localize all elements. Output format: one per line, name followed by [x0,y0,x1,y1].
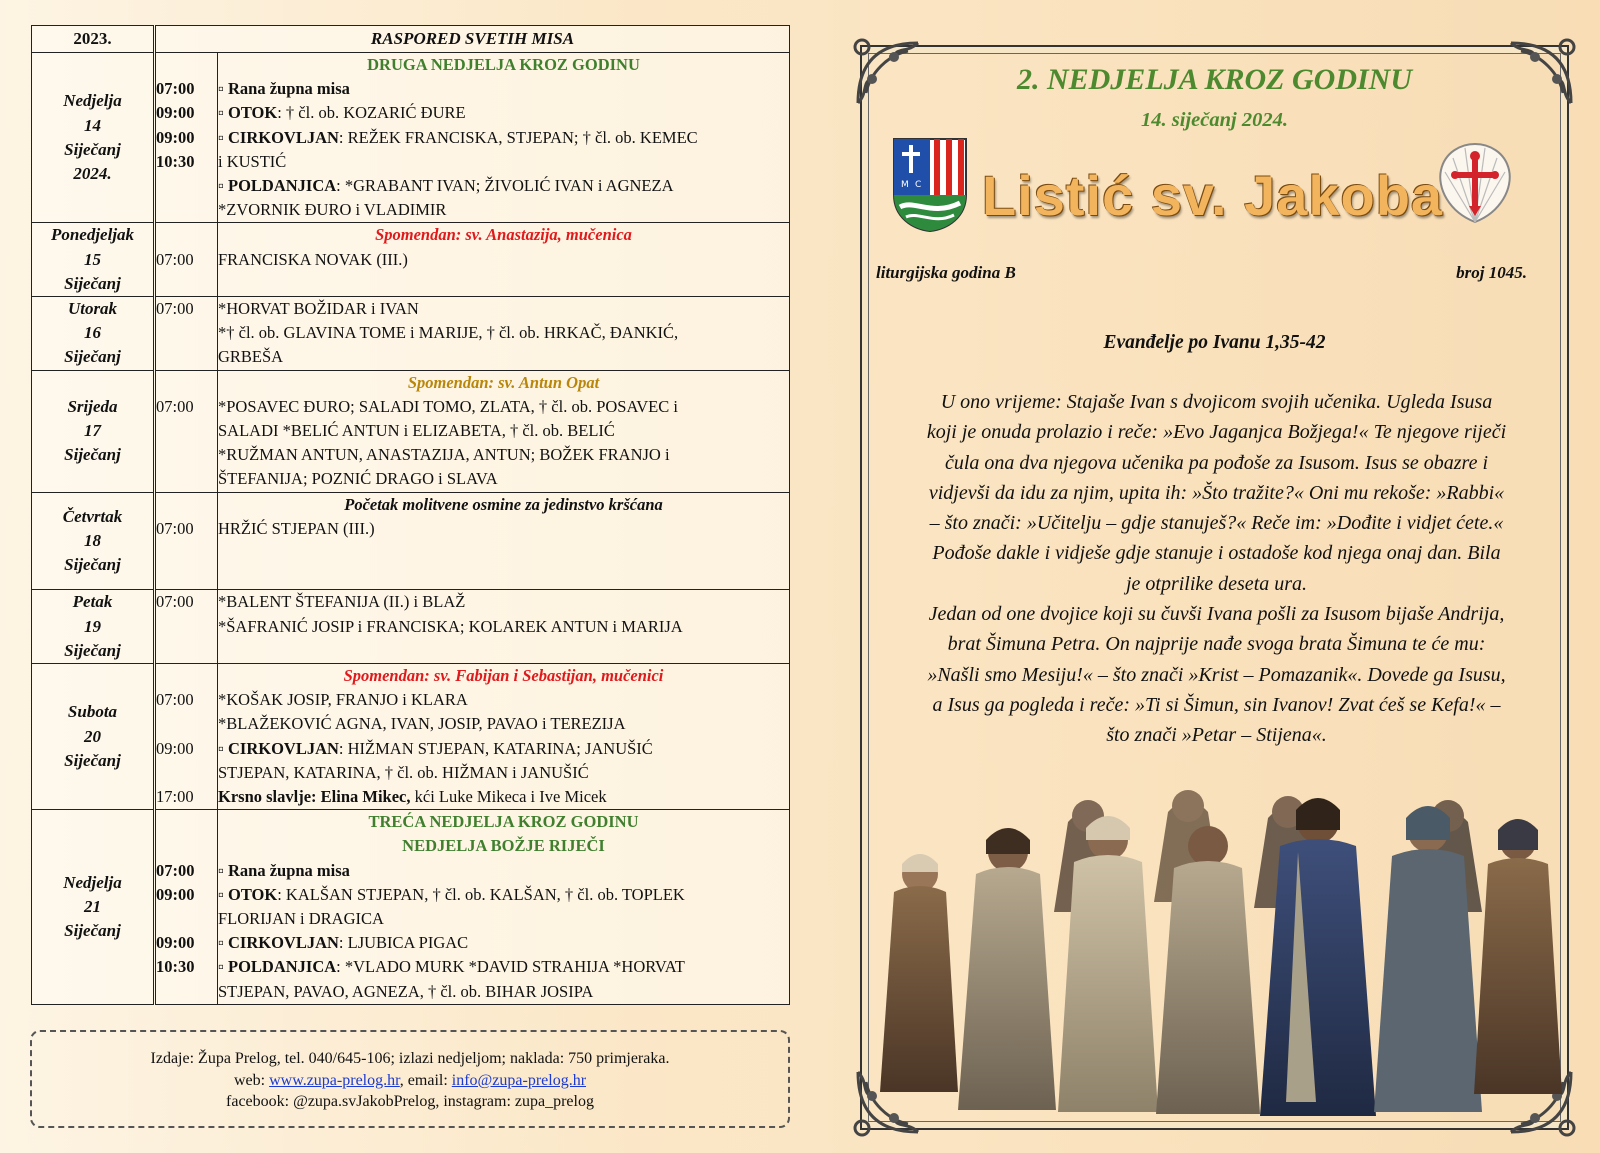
mass-time: 09:00 [156,103,195,123]
day-label-line: 20 [84,726,101,746]
schedule-year: 2023. [32,26,155,53]
intention-text: *ŠAFRANIĆ JOSIP i FRANCISKA; KOLAREK ANTUN i MARIJA [218,616,683,636]
intention-text: OTOK [227,884,278,904]
mass-intentions [218,297,790,371]
intention-line [218,810,789,834]
mass-time: 07:00 [156,299,194,319]
day-label [32,664,155,810]
day-label [32,370,155,492]
intention-text: NEDJELJA BOŽJE RIJEČI [402,836,605,856]
intention-text: CIRKOVLJAN [227,127,339,147]
intention-text: Krsno slavlje: Elina Mikec, [218,787,411,807]
intention-text: : REŽEK FRANCISKA, STJEPAN; † čl. ob. KEMEC [338,127,698,147]
mass-time [156,443,217,467]
day-label-line: 2024. [73,163,112,183]
gospel-line: – što znači: »Učitelju – gdje stanuješ?« Reče im: »Dođite i vidjet ćete.« [929,512,1504,535]
intention-text: STJEPAN, KATARINA, † čl. ob. HIŽMAN i JANUŠIĆ [218,762,589,782]
intention-text: *RUŽMAN ANTUN, ANASTAZIJA, ANTUN; BOŽEK FRANJO i [218,445,670,465]
mass-intentions [218,810,790,1005]
intention-line [218,101,789,125]
intention-text: *† čl. ob. GLAVINA TOME i MARIJE, † čl. ob. HRKAČ, ĐANKIĆ, [218,323,679,343]
intention-line [218,77,789,101]
schedule-title: RASPORED SVETIH MISA [155,26,790,53]
day-label-line: Utorak [67,299,118,319]
intention-line [218,126,789,150]
disciples-illustration [868,782,1565,1122]
intention-text: *KOŠAK JOSIP, FRANJO i KLARA [218,690,468,710]
day-label-line: Nedjelja [63,872,122,892]
schedule-day-row [32,810,790,1005]
mass-time [156,810,217,834]
intention-text: ▫ [218,884,228,904]
email-link[interactable]: info@zupa-prelog.hr [451,1071,587,1089]
mass-intentions [218,664,790,810]
intention-line [218,517,789,541]
intention-text: CIRKOVLJAN [227,933,339,953]
mass-time [156,541,217,565]
intention-line [218,272,789,296]
intention-line [218,419,789,443]
intention-text: Spomendan: sv. Antun Opat [407,372,600,392]
mass-time [156,639,217,663]
intention-text: : LJUBICA PIGAC [338,933,469,953]
gospel-line: što znači »Petar – Stijena«. [1106,724,1327,747]
intention-text: ŠTEFANIJA; POZNIĆ DRAGO i SLAVA [218,469,498,489]
intention-text: *BALENT ŠTEFANIJA (II.) i BLAŽ [218,592,466,612]
intention-text: ▫ [218,738,228,758]
gospel-line: vidjevši da idu za njim, upita ih: »Što tražite?« Oni mu rekoše: »Rabbi« [928,481,1505,504]
scallop-shell-icon [1435,142,1515,226]
day-label-line: Subota [67,702,118,722]
day-label-line: Ponedjeljak [50,225,135,245]
mass-times [155,492,218,590]
schedule-day-row [32,297,790,371]
mass-time: 09:00 [156,127,195,147]
mass-times [155,810,218,1005]
website-link[interactable]: www.zupa-prelog.hr [269,1071,400,1089]
mass-time: 07:00 [156,860,195,880]
mass-time [156,371,217,395]
mass-time [156,198,217,222]
mass-time [156,272,217,296]
mass-intentions [218,53,790,223]
intention-text: kći Luke Mikeca i Ive Micek [410,787,607,807]
intention-text: CIRKOVLJAN [227,738,339,758]
intention-line [218,785,789,809]
day-label-line: Siječanj [64,750,121,770]
mass-time [156,223,217,247]
gospel-line: brat Šimuna Petra. On najprije nađe svoga brata Šimuna te će mu: [947,633,1486,656]
mass-time [156,53,217,77]
mass-time [156,565,217,589]
intention-text: i KUSTIĆ [218,151,287,171]
intention-text: OTOK [227,103,278,123]
intention-text: POLDANJICA [227,957,337,977]
intention-line [218,955,789,979]
intention-line [218,615,789,639]
day-label-line: Siječanj [64,445,121,465]
intention-line [218,712,789,736]
intention-line [218,883,789,907]
schedule-header-row [32,26,790,53]
intention-text: : KALŠAN STJEPAN, † čl. ob. KALŠAN, † čl. ob. TOPLEK [277,884,685,904]
mass-time: 07:00 [156,592,194,612]
intention-text: Početak molitvene osmine za jedinstvo kršćana [344,494,663,514]
intention-line [218,248,789,272]
mass-time [156,615,217,639]
day-label-line: 16 [84,323,101,343]
intention-line [218,688,789,712]
intention-text: *BLAŽEKOVIĆ AGNA, IVAN, JOSIP, PAVAO i TEREZIJA [218,714,626,734]
web-label: web: [233,1071,270,1089]
issue-date: 14. siječanj 2024. [1141,109,1288,131]
mass-time [156,980,217,1004]
intention-text: ▫ [218,957,228,977]
mass-time [156,345,217,369]
schedule-day-row [32,223,790,297]
intention-text: : † čl. ob. KOZARIĆ ĐURE [277,103,466,123]
gospel-line: Pođoše dakle i vidješe gdje stanuje i ostadoše kod njega onaj dan. Bila [932,542,1501,565]
mass-time: 09:00 [156,884,195,904]
arms-letter-m: M [901,180,909,190]
arms-letter-c: C [915,180,922,190]
day-label-line: Petak [72,592,113,612]
intention-text: FRANCISKA NOVAK (III.) [218,249,408,269]
gospel-line: U ono vrijeme: Stajaše Ivan s dvojicom svojih učenika. Ugleda Isusa [940,391,1493,413]
intention-text: FLORIJAN i DRAGICA [218,909,384,929]
mass-time [156,174,217,198]
intention-line [218,371,789,395]
day-label [32,590,155,664]
mass-schedule-table [31,25,790,1005]
mass-times [155,223,218,297]
intention-line [218,174,789,198]
intention-text: ▫ [218,176,228,196]
intention-line [218,639,789,663]
coat-of-arms-icon [892,137,968,233]
mass-time: 09:00 [156,738,194,758]
mass-times [155,370,218,492]
intention-text: Rana župna misa [227,860,350,880]
imprint-social: facebook: @zupa.svJakobPrelog, instagram: zupa_prelog [226,1093,594,1110]
mass-time [156,467,217,491]
day-label-line: Siječanj [64,139,121,159]
intention-text: ▫ [218,933,228,953]
mass-time [156,907,217,931]
intention-text: ▫ [218,79,228,99]
intention-line [218,590,789,614]
day-label [32,297,155,371]
intention-text: TREĆA NEDJELJA KROZ GODINU [368,812,639,832]
front-page [860,45,1569,1130]
gospel-line: koji je onuda prolazio i reče: »Evo Jaganjca Božjega!« Te njegove riječi [926,421,1507,444]
gospel-line: Jedan od one dvojice koji su čuvši Ivana pošli za Isusom bijaše Andrija, [928,603,1505,626]
liturgical-year: liturgijska godina B [876,263,1016,282]
gospel-line: je otprilike deseta ura. [1125,572,1308,595]
intention-line [218,834,789,858]
day-label-line: Nedjelja [63,91,122,111]
intention-line [218,467,789,491]
day-label-line: 21 [84,896,101,916]
mass-intentions [218,223,790,297]
gospel-line: a Isus ga pogleda i reče: »Ti si Šimun, sin Ivanov! Zvat ćeš se Kefa!« – [932,693,1501,716]
sunday-heading: 2. NEDJELJA KROZ GODINU [1016,63,1413,96]
mass-time: 10:30 [156,957,195,977]
mass-intentions [218,370,790,492]
intention-line [218,345,789,369]
day-label-line: 18 [84,530,101,550]
day-label-line: 17 [84,421,101,441]
issue-number: broj 1045. [1456,263,1527,282]
mass-time: 07:00 [156,249,194,269]
intention-text: ▫ [218,103,228,123]
mass-time [156,834,217,858]
mass-times [155,664,218,810]
mass-intentions [218,590,790,664]
intention-text: DRUGA NEDJELJA KROZ GODINU [367,55,640,74]
mass-time: 07:00 [156,518,194,538]
mass-time [156,321,217,345]
mass-time: 09:00 [156,933,195,953]
intention-text: SALADI *BELIĆ ANTUN i ELIZABETA, † čl. ob. BELIĆ [218,421,615,441]
intention-line [218,761,789,785]
intention-text: *ZVORNIK ĐURO i VLADIMIR [218,200,447,220]
intention-line [218,198,789,222]
mass-time [156,664,217,688]
intention-text: : HIŽMAN STJEPAN, KATARINA; JANUŠIĆ [338,738,653,758]
mass-time: 17:00 [156,786,194,806]
mass-time [156,712,217,736]
mass-time: 07:00 [156,690,194,710]
day-label [32,223,155,297]
mass-time [156,761,217,785]
intention-line [218,931,789,955]
day-label [32,810,155,1005]
intention-line [218,297,789,321]
mass-time: 10:30 [156,151,195,171]
day-label-line: Siječanj [64,555,121,575]
gospel-text [874,387,1559,751]
imprint-publisher: Izdaje: Župa Prelog, tel. 040/645-106; izlazi nedjeljom; naklada: 750 primjeraka. [150,1050,670,1067]
mass-time: 07:00 [156,79,195,99]
day-label-line: Četvrtak [62,506,123,526]
day-label-line: 14 [84,115,101,135]
email-label: , email: [399,1071,452,1089]
intention-text: : *GRABANT IVAN; ŽIVOLIĆ IVAN i AGNEZA [336,176,674,196]
gospel-line: čula ona dva njegova učenika pa pođoše za Isusom. Isus se obazre i [944,451,1489,474]
gospel-reference: Evanđelje po Ivanu 1,35-42 [1103,332,1326,353]
intention-text: Spomendan: sv. Anastazija, mučenica [375,225,632,245]
intention-text: STJEPAN, PAVAO, AGNEZA, † čl. ob. BIHAR JOSIPA [218,981,594,1001]
intention-line [218,321,789,345]
imprint-contacts [32,1070,788,1092]
mass-time [156,419,217,443]
intention-line [218,493,789,517]
day-label-line: Siječanj [64,921,121,941]
day-label-line: 15 [84,249,101,269]
intention-line [218,565,789,589]
intention-text: Rana župna misa [227,79,350,99]
intention-text: ▫ [218,860,228,880]
intention-line [218,737,789,761]
imprint-box [30,1030,790,1128]
mass-times [155,590,218,664]
intention-text: Spomendan: sv. Fabijan i Sebastijan, mučenici [343,666,664,686]
day-label-line: 19 [84,616,101,636]
intention-text: HRŽIĆ STJEPAN (III.) [218,518,375,538]
day-label [32,492,155,590]
schedule-day-row [32,492,790,590]
intention-text: : *VLADO MURK *DAVID STRAHIJA *HORVAT [336,957,685,977]
schedule-day-row [32,370,790,492]
day-label-line: Siječanj [64,273,121,293]
intention-text: *POSAVEC ĐURO; SALADI TOMO, ZLATA, † čl. ob. POSAVEC i [218,396,678,416]
day-label-line: Siječanj [64,640,121,660]
intention-text: GRBEŠA [218,347,284,367]
intention-line [218,907,789,931]
schedule-day-row [32,590,790,664]
intention-line [218,443,789,467]
intention-line [218,541,789,565]
mass-time [156,493,217,517]
schedule-day-row [32,664,790,810]
mass-times [155,297,218,371]
day-label [32,53,155,223]
intention-line [218,223,789,247]
masthead-title: Listić sv. Jakoba [982,164,1444,227]
intention-line [218,395,789,419]
gospel-line: »Našli smo Mesiju!« – što znači »Krist – Pomazanik«. Dovede ga Isusu, [927,663,1506,686]
day-label-line: Siječanj [64,347,121,367]
intention-text: POLDANJICA [227,176,337,196]
day-label-line: Srijeda [67,396,118,416]
mass-time: 07:00 [156,396,194,416]
intention-line [218,664,789,688]
intention-text: ▫ [218,127,228,147]
schedule-day-row [32,53,790,223]
intention-text: *HORVAT BOŽIDAR i IVAN [218,299,419,319]
intention-line [218,859,789,883]
intention-line [218,53,789,77]
mass-times [155,53,218,223]
intention-line [218,150,789,174]
mass-intentions [218,492,790,590]
intention-line [218,980,789,1004]
